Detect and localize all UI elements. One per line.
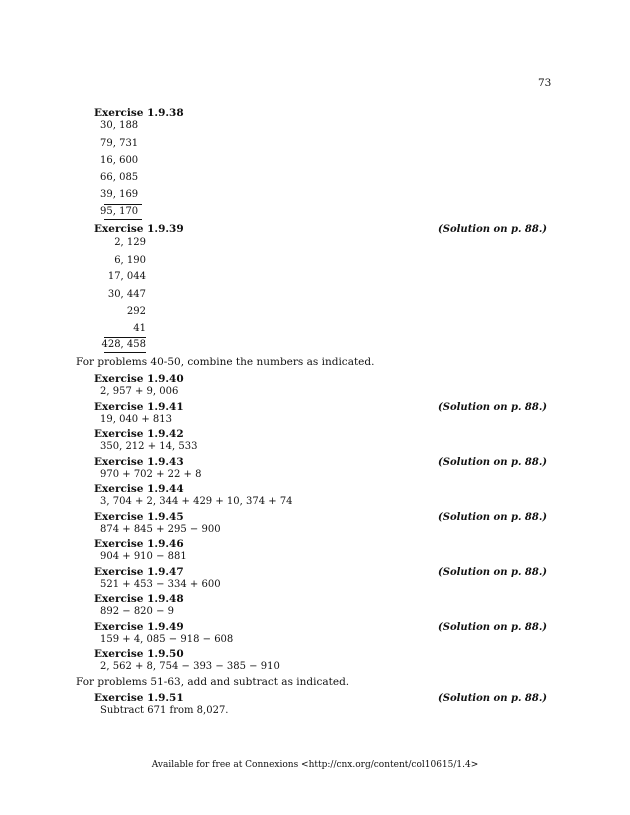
exercise-expression: 970 + 702 + 22 + 8 <box>100 469 202 480</box>
footer-attribution: Available for free at Connexions <http://cnx.org/content/col10615/1.4> <box>151 760 479 770</box>
exercise-title: Exercise 1.9.48 <box>94 593 184 605</box>
addend: 66, 085 <box>100 172 139 183</box>
exercise-expression: 904 + 910 − 881 <box>100 551 187 562</box>
exercise-expression: 892 − 820 − 9 <box>100 606 175 617</box>
exercise-expression: 521 + 453 − 334 + 600 <box>100 579 221 590</box>
sum-rule <box>104 352 146 353</box>
solution-reference[interactable]: (Solution on p. 88.) <box>438 693 548 704</box>
solution-reference[interactable]: (Solution on p. 88.) <box>438 622 548 633</box>
exercise-title: Exercise 1.9.51 <box>94 692 184 704</box>
page-number: 73 <box>538 77 552 89</box>
solution-reference[interactable]: (Solution on p. 88.) <box>438 512 548 523</box>
exercise-title: Exercise 1.9.44 <box>94 483 184 495</box>
exercise-expression: 3, 704 + 2, 344 + 429 + 10, 374 + 74 <box>100 496 293 507</box>
exercise-title: Exercise 1.9.49 <box>94 621 184 633</box>
addend: 79, 731 <box>100 138 139 149</box>
problem-intro: For problems 40-50, combine the numbers as indicated. <box>76 356 375 368</box>
exercise-text: Subtract 671 from 8,027. <box>100 705 229 716</box>
exercise-title: Exercise 1.9.38 <box>94 107 184 119</box>
exercise-title: Exercise 1.9.41 <box>94 401 184 413</box>
exercise-title: Exercise 1.9.43 <box>94 456 184 468</box>
exercise-title: Exercise 1.9.40 <box>94 373 184 385</box>
addend: 428, 458 <box>101 339 146 350</box>
addend: 6, 190 <box>114 255 146 266</box>
exercise-expression: 19, 040 + 813 <box>100 414 172 425</box>
sum-rule <box>104 219 142 220</box>
solution-reference[interactable]: (Solution on p. 88.) <box>438 402 548 413</box>
exercise-title: Exercise 1.9.50 <box>94 648 184 660</box>
addend: 16, 600 <box>100 155 139 166</box>
sum-rule <box>104 204 142 205</box>
exercise-expression: 159 + 4, 085 − 918 − 608 <box>100 634 234 645</box>
sum-rule <box>104 337 146 338</box>
exercise-title: Exercise 1.9.46 <box>94 538 184 550</box>
solution-reference[interactable]: (Solution on p. 88.) <box>438 224 548 235</box>
addend: 39, 169 <box>100 189 139 200</box>
problem-intro: For problems 51-63, add and subtract as indicated. <box>76 676 350 688</box>
addend: 30, 188 <box>100 120 139 131</box>
addend: 2, 129 <box>114 237 146 248</box>
solution-reference[interactable]: (Solution on p. 88.) <box>438 567 548 578</box>
addend: 292 <box>126 306 146 317</box>
addend: 95, 170 <box>100 206 139 217</box>
exercise-expression: 2, 562 + 8, 754 − 393 − 385 − 910 <box>100 661 280 672</box>
addend: 17, 044 <box>107 271 146 282</box>
exercise-title: Exercise 1.9.45 <box>94 511 184 523</box>
exercise-expression: 350, 212 + 14, 533 <box>100 441 198 452</box>
addend: 41 <box>133 323 146 334</box>
exercise-expression: 874 + 845 + 295 − 900 <box>100 524 221 535</box>
exercise-title: Exercise 1.9.42 <box>94 428 184 440</box>
solution-reference[interactable]: (Solution on p. 88.) <box>438 457 548 468</box>
exercise-title: Exercise 1.9.47 <box>94 566 184 578</box>
exercise-title: Exercise 1.9.39 <box>94 223 184 235</box>
addend: 30, 447 <box>107 289 146 300</box>
exercise-expression: 2, 957 + 9, 006 <box>100 386 179 397</box>
